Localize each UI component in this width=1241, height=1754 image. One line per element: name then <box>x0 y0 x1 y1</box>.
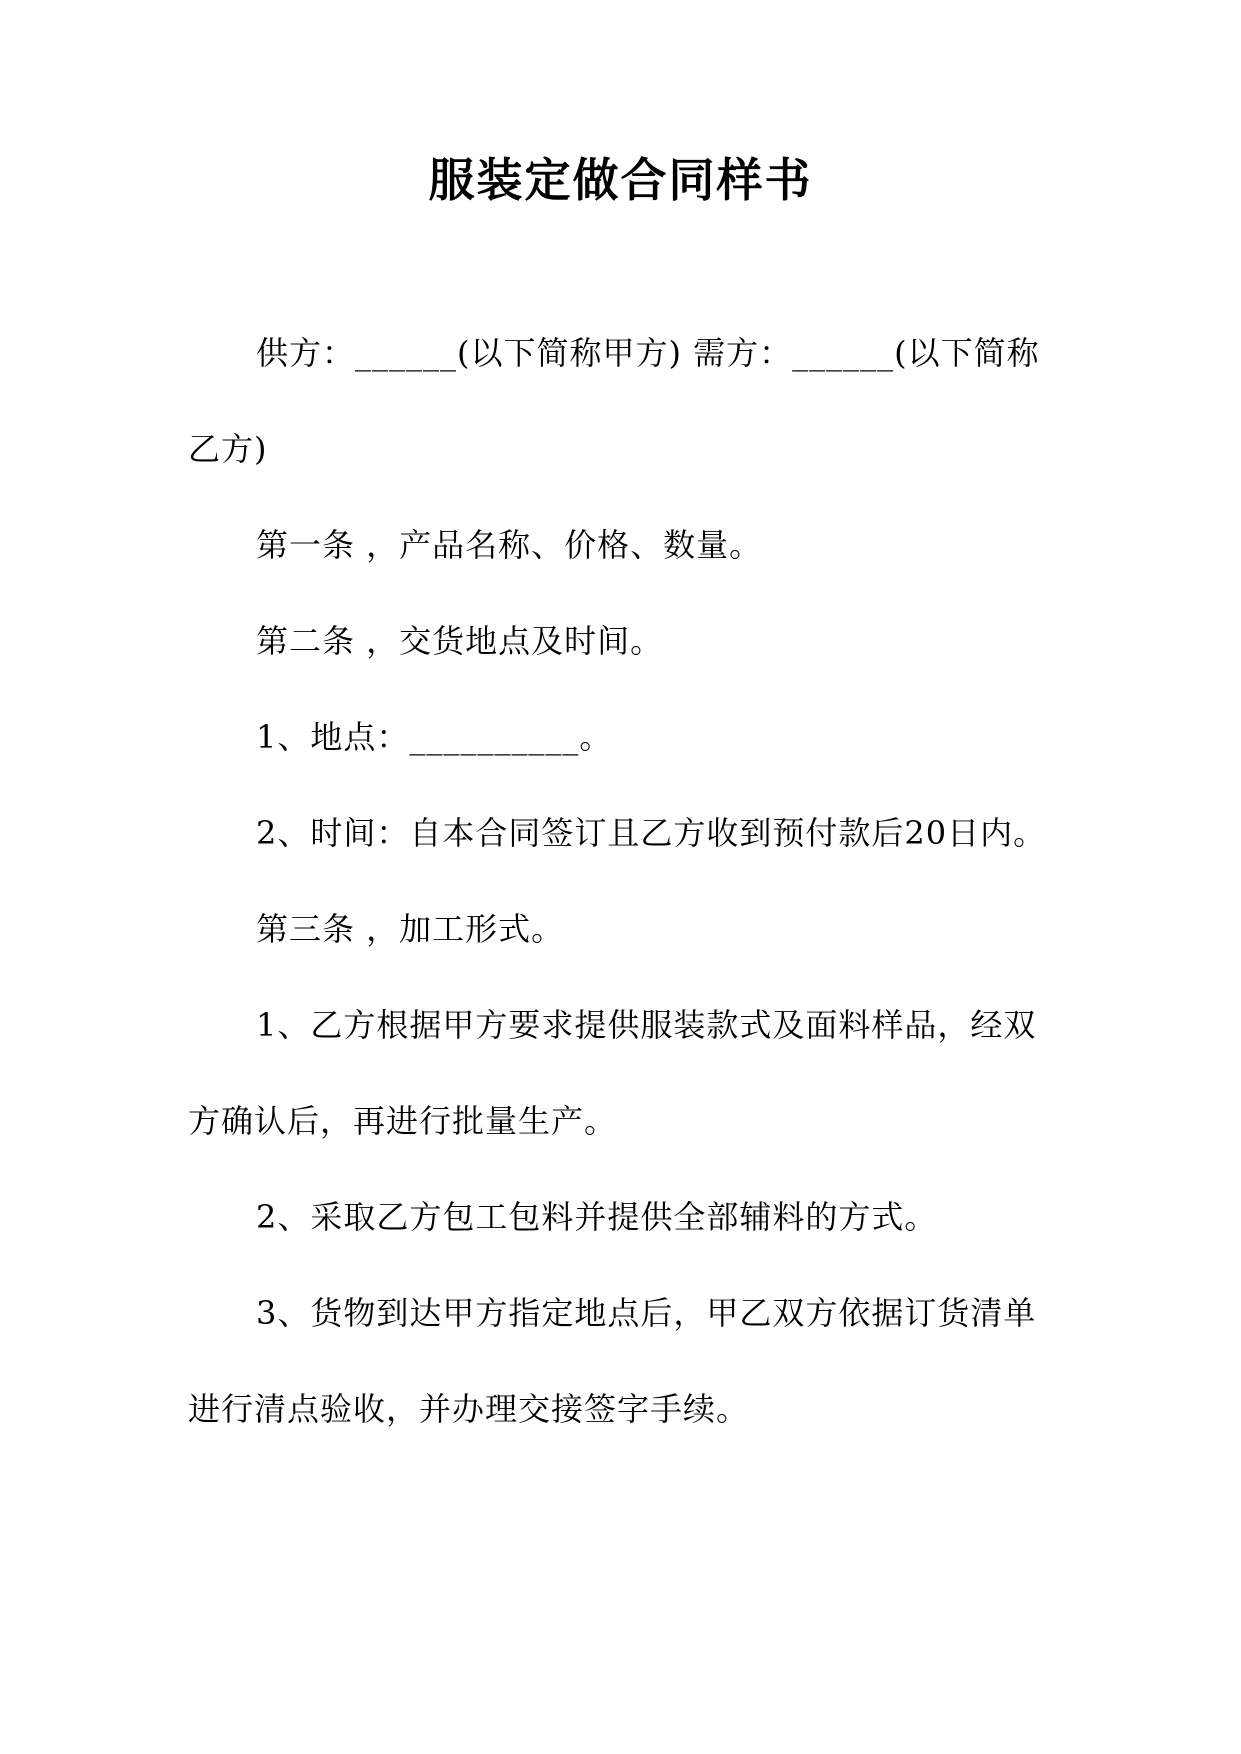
paragraph-article-3: 第三条 ，加工形式。 <box>256 910 565 948</box>
paragraph-article-2: 第二条 ，交货地点及时间。 <box>256 622 664 660</box>
paragraph-processing-3: 3、货物到达甲方指定地点后，甲乙双方依据订货清单进行清点验收，并办理交接签字手续。 <box>188 1294 1037 1428</box>
document-title: 服装定做合同样书 <box>428 153 813 207</box>
paragraph-processing-2: 2、采取乙方包工包料并提供全部辅料的方式。 <box>256 1198 938 1236</box>
document-body <box>188 305 1048 1457</box>
paragraph-processing-1: 1、乙方根据甲方要求提供服装款式及面料样品，经双方确认后，再进行批量生产。 <box>188 1006 1037 1140</box>
paragraph-parties: 供方：______(以下简称甲方) 需方：______(以下简称乙方) <box>188 334 1040 468</box>
paragraph-delivery-time: 2、时间：自本合同签订且乙方收到预付款后20日内。 <box>256 814 1047 852</box>
paragraph-delivery-location: 1、地点：__________。 <box>256 718 613 756</box>
paragraph-article-1: 第一条 ，产品名称、价格、数量。 <box>256 526 763 564</box>
